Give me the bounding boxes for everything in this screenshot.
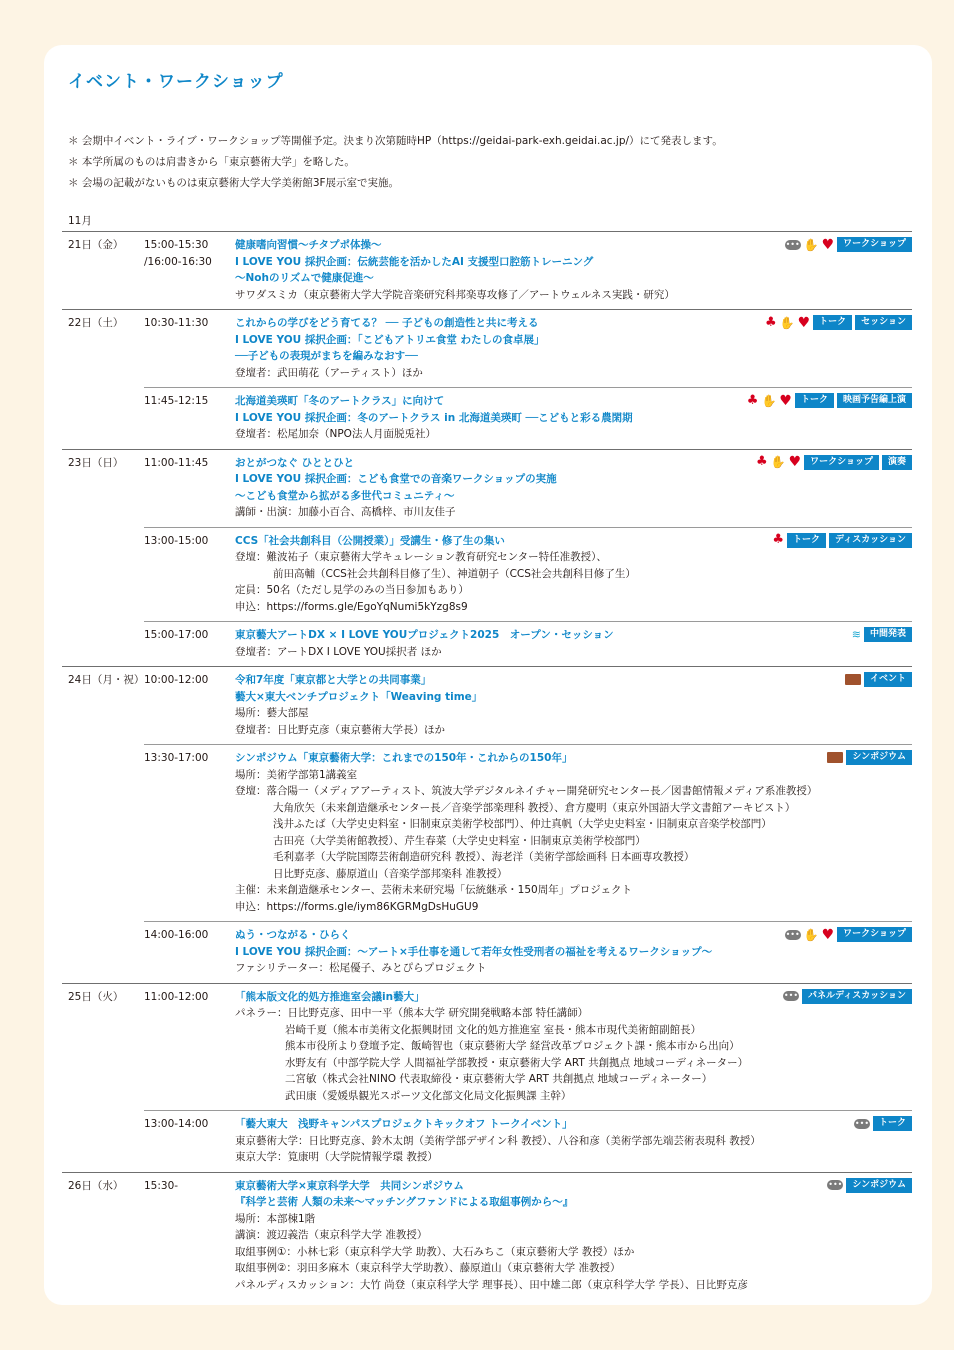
category-tag: トーク xyxy=(813,315,852,330)
event-time xyxy=(144,455,235,521)
people-icon: ♣ xyxy=(746,392,759,408)
event-slot xyxy=(144,450,912,527)
chat-icon: ••• xyxy=(785,929,800,939)
event-tags xyxy=(827,1178,912,1193)
category-tag: トーク xyxy=(873,1116,912,1131)
event-tags xyxy=(772,533,912,548)
folder-icon xyxy=(827,752,843,763)
event-title-line: 東京藝術大学×東京科学大学 共同シンポジウム xyxy=(235,1179,464,1192)
event-detail-line: 登壇：落合陽一（メディアアーティスト、筑波大学デジタルネイチャー開発研究センター長／図書館情報メディア系准教授） xyxy=(235,785,818,797)
category-tag: 中間発表 xyxy=(864,627,912,642)
event-title-line: 東京藝大アートDX × I LOVE YOUプロジェクト2025 オープン・セッション xyxy=(235,629,614,641)
event-title-line: ぬう・つながる・ひらく xyxy=(235,929,351,941)
event-content xyxy=(235,672,912,738)
event-detail-line: 前田高輔（CCS社会共創科目修了生）、神道朝子（CCS社会共創科目修了生） xyxy=(273,567,636,580)
event-detail-line: 定員：50名（ただし見学のみの当日参加もあり） xyxy=(235,584,469,596)
hand-icon: ✋ xyxy=(761,393,777,408)
day-row xyxy=(62,449,912,667)
event-content xyxy=(235,927,912,977)
event-title-line: I LOVE YOU 採択企画：〜アート×手仕事を通して若年女性受刑者の福祉を考えるワークショップ〜 xyxy=(235,945,713,958)
people-icon: ♣ xyxy=(764,314,777,330)
event-detail-line: 場所：本部棟1階 xyxy=(235,1212,316,1225)
hand-icon: ✋ xyxy=(770,455,786,469)
event-content xyxy=(235,315,912,381)
category-tag: 映画予告編上演 xyxy=(837,393,912,408)
day-row xyxy=(62,1172,912,1300)
event-slot xyxy=(144,1110,912,1172)
event-tags xyxy=(785,237,912,252)
day-row xyxy=(62,231,912,309)
event-title-line: おとがつなぐ ひととひと xyxy=(235,456,355,469)
chat-icon: ••• xyxy=(783,991,799,1000)
month-label: 11月 xyxy=(68,215,92,227)
day-slots xyxy=(144,1173,912,1300)
event-time xyxy=(144,315,235,381)
event-detail-line: 毛利嘉孝（大学院国際芸術創造研究科 教授）、海老洋（美術学部絵画科 日本画専攻教授） xyxy=(273,851,695,863)
event-detail-line: 登壇者：松尾加奈（NPO法人月面脱兎社） xyxy=(235,428,436,440)
chat-icon: ••• xyxy=(785,239,800,249)
event-title-line: I LOVE YOU 採択企画：伝統芸能を活かしたAI 支援型口腔筋トレーニング xyxy=(235,255,594,268)
time-line: 10:00-12:00 xyxy=(144,674,209,686)
day-row xyxy=(62,309,912,449)
event-slot xyxy=(144,921,912,983)
note-3: ＊ 会場の記載がないものは東京藝術大学大学美術館3F展示室で実施。 xyxy=(68,177,400,189)
category-tag: ワークショップ xyxy=(837,237,912,252)
category-tag: ワークショップ xyxy=(804,455,879,470)
event-detail-line: ファシリテーター：松尾優子、みとぴらプロジェクト xyxy=(235,962,487,974)
event-detail-line: 日比野克彦、藤原道山（音楽学部邦楽科 准教授） xyxy=(273,867,508,880)
hand-icon: ✋ xyxy=(803,927,819,942)
day-slots xyxy=(144,310,912,449)
category-tag: パネルディスカッション xyxy=(802,989,912,1004)
event-title-line: ──子どもの表現がまちを編みなおす── xyxy=(235,350,418,362)
event-tags xyxy=(765,315,912,330)
event-tags xyxy=(747,393,912,408)
waves-icon: ≋ xyxy=(851,627,861,641)
time-line: 13:00-14:00 xyxy=(144,1118,209,1130)
event-detail-line: 二宮敏（株式会社NINO 代表取締役・東京藝術大学 ART 共創拠点 地域コーディネーター） xyxy=(285,1073,713,1085)
event-detail-line: 講演：渡辺義浩（東京科学大学 准教授） xyxy=(235,1229,428,1241)
event-title-line: I LOVE YOU 採択企画：冬のアートクラス in 北海道美瑛町 ──こどもと彩る農閑期 xyxy=(235,411,633,424)
category-tag: イベント xyxy=(864,672,912,687)
event-content xyxy=(235,237,912,303)
heart-icon: ♥ xyxy=(779,392,792,409)
event-detail-line: 岩崎千夏（熊本市美術文化振興財団 文化的処方推進室 室長・熊本市現代美術館副館長） xyxy=(285,1023,702,1036)
event-content xyxy=(235,455,912,521)
event-content xyxy=(235,750,912,915)
heart-icon: ♥ xyxy=(797,314,811,331)
notes xyxy=(68,131,723,194)
event-detail-line: 古田亮（大学美術館教授）、芹生春菜（大学史史料室・旧制東京美術学校部門） xyxy=(273,834,646,847)
event-slot xyxy=(144,984,912,1111)
event-slot xyxy=(144,667,912,744)
event-detail-line: 登壇者：日比野克彦（東京藝術大学長）ほか xyxy=(235,723,445,736)
event-tags xyxy=(785,927,912,942)
event-time xyxy=(144,533,235,616)
event-tags xyxy=(756,455,912,470)
event-title-line: 藝大×東大ベンチプロジェクト「Weaving time」 xyxy=(235,690,483,703)
event-time xyxy=(144,393,235,443)
event-title-line: I LOVE YOU 採択企画：こども食堂での音楽ワークショップの実施 xyxy=(235,473,557,485)
event-detail-line: 場所：藝大部屋 xyxy=(235,707,309,719)
event-detail-line: 熊本市役所より登壇予定、飯崎智也（東京藝術大学 経営改革プロジェクト課・熊本市から出向） xyxy=(285,1040,740,1052)
category-tag: トーク xyxy=(787,533,826,548)
event-title-line: シンポジウム「東京藝術大学：これまでの150年・これからの150年」 xyxy=(235,752,573,764)
category-tag: 演奏 xyxy=(882,455,912,470)
category-tag: ディスカッション xyxy=(829,533,912,548)
event-slot xyxy=(144,1173,912,1300)
time-line: 13:30-17:00 xyxy=(144,752,209,764)
event-slot xyxy=(144,232,912,309)
event-detail-line[interactable]: 申込：https://forms.gle/iym86KGRMgDsHuGU9 xyxy=(235,900,479,913)
event-detail-line: 場所：美術学部第1講義室 xyxy=(235,768,358,781)
event-slot xyxy=(144,527,912,622)
event-slot xyxy=(144,310,912,387)
schedule-table xyxy=(62,231,912,1299)
event-detail-line: 東京大学：筧康明（大学院情報学環 教授） xyxy=(235,1151,438,1163)
event-detail-line: パネラー：日比野克彦、田中一平（熊本大学 研究開発戦略本部 特任講師） xyxy=(235,1007,589,1019)
event-title-line: CCS「社会共創科目（公開授業）」受講生・修了生の集い xyxy=(235,534,505,547)
event-content xyxy=(235,393,912,443)
event-detail-line: 取組事例②：羽田多麻木（東京科学大学助教）、藤原道山（東京藝術大学 准教授） xyxy=(235,1262,621,1274)
category-tag: セッション xyxy=(855,315,912,330)
event-time xyxy=(144,750,235,915)
time-line: 14:00-16:00 xyxy=(144,929,209,941)
event-tags xyxy=(827,750,912,765)
event-title-line: 北海道美瑛町「冬のアートクラス」に向けて xyxy=(235,395,445,407)
day-label: 23日（日） xyxy=(68,456,124,469)
day-slots xyxy=(144,450,912,667)
folder-icon xyxy=(845,674,861,685)
day-label: 22日（土） xyxy=(68,317,124,329)
event-slot xyxy=(144,621,912,666)
event-detail-line: 東京藝術大学：日比野克彦、鈴木太朗（美術学部デザイン科 教授）、八谷和彦（美術学部先端芸術表現科 教授） xyxy=(235,1134,761,1147)
event-time xyxy=(144,237,235,303)
event-title-line: 『科学と芸術 人類の未来〜マッチングファンドによる取組事例から〜』 xyxy=(235,1196,574,1208)
event-title-line: 健康嗜向習慣〜チタプポ体操〜 xyxy=(235,239,382,251)
event-tags xyxy=(852,627,912,642)
time-line: 15:30- xyxy=(144,1179,179,1192)
content-card xyxy=(44,45,932,1305)
heart-icon: ♥ xyxy=(821,236,835,253)
event-detail-line: 取組事例①：小林七彩（東京科学大学 助教）、大石みちこ（東京藝術大学 教授）ほか xyxy=(235,1245,635,1258)
event-content xyxy=(235,1116,912,1166)
heart-icon: ♥ xyxy=(821,926,835,943)
note-2: ＊ 本学所属のものは肩書きから「東京藝術大学」を略した。 xyxy=(68,156,355,168)
event-detail-line: 浅井ふたば（大学史史料室・旧制東京美術学校部門）、仲辻真帆（大学史史料室・旧制東京音楽学校部門） xyxy=(273,818,772,830)
event-title-line: 〜こども食堂から拡がる多世代コミュニティ〜 xyxy=(235,489,455,502)
people-icon: ♣ xyxy=(755,454,768,469)
day-label: 25日（火） xyxy=(68,990,124,1003)
event-detail-line: サワダスミカ（東京藝術大学大学院音楽研究科邦楽専攻修了／アートウェルネス実践・研究） xyxy=(235,288,675,301)
event-detail-line: 登壇：難波祐子（東京藝術大学キュレーション教育研究センター特任准教授）、 xyxy=(235,551,607,563)
event-tags xyxy=(845,672,912,687)
category-tag: シンポジウム xyxy=(846,750,912,765)
event-detail-line[interactable]: 申込：https://forms.gle/EgoYqNumi5kYzg8s9 xyxy=(235,600,468,613)
heart-icon: ♥ xyxy=(788,454,802,470)
event-content xyxy=(235,1178,912,1294)
day-label: 21日（金） xyxy=(68,239,124,251)
time-line: 15:00-17:00 xyxy=(144,629,209,641)
day-label: 26日（水） xyxy=(68,1179,124,1192)
category-tag: ワークショップ xyxy=(837,927,912,942)
event-time xyxy=(144,627,235,660)
chat-icon: ••• xyxy=(828,1180,843,1189)
event-time xyxy=(144,672,235,738)
page-title: イベント・ワークショップ xyxy=(68,72,284,92)
time-line: 11:45-12:15 xyxy=(144,395,209,407)
time-line: 13:00-15:00 xyxy=(144,534,209,547)
hand-icon: ✋ xyxy=(803,237,819,252)
event-title-line: 〜Nohのリズムで健康促進〜 xyxy=(235,272,374,284)
category-tag: トーク xyxy=(795,393,834,408)
event-content xyxy=(235,533,912,616)
event-title-line: 「藝大東大 浅野キャンパスプロジェクトキックオフ トークイベント」 xyxy=(235,1118,573,1130)
day-row xyxy=(62,666,912,983)
event-slot xyxy=(144,387,912,449)
day-slots xyxy=(144,667,912,983)
event-time xyxy=(144,927,235,977)
event-content xyxy=(235,989,912,1105)
event-detail-line: 武田康（愛媛県観光スポーツ文化部文化局文化振興課 主幹） xyxy=(285,1089,572,1102)
time-line: 11:00-11:45 xyxy=(144,456,209,469)
event-title-line: これからの学びをどう育てる？ ── 子どもの創造性と共に考える xyxy=(235,317,539,329)
day-slots xyxy=(144,984,912,1172)
event-detail-line: 大角欣矢（未来創造継承センター長／音楽学部楽理科 教授）、倉方慶明（東京外国語大学文書館アーキビスト） xyxy=(273,801,796,814)
event-detail-line: パネルディスカッション：大竹 尚登（東京科学大学 理事長）、田中雄二郎（東京科学大学 学長）、日比野克彦 xyxy=(235,1278,748,1291)
event-detail-line: 水野友有（中部学院大学 人間福祉学部教授・東京藝術大学 ART 共創拠点 地域コーディネーター） xyxy=(285,1056,749,1069)
event-title-line: I LOVE YOU 採択企画：「こどもアトリエ食堂 わたしの食卓展」 xyxy=(235,333,545,346)
event-detail-line: 主催：未来創造継承センター、芸術未来研究場「伝統継承・150周年」プロジェクト xyxy=(235,884,632,896)
time-line: 15:00-15:30 xyxy=(144,239,209,251)
event-time xyxy=(144,989,235,1105)
event-detail-line: 講師・出演：加藤小百合、高橋梓、市川友佳子 xyxy=(235,506,456,518)
event-tags xyxy=(854,1116,912,1131)
event-title-line: 令和7年度「東京都と大学との共同事業」 xyxy=(235,674,432,686)
day-row xyxy=(62,983,912,1172)
hand-icon: ✋ xyxy=(779,315,795,330)
event-detail-line: 登壇者：武田萌花（アーティスト）ほか xyxy=(235,366,423,379)
people-icon: ♣ xyxy=(772,532,784,547)
time-line: 11:00-12:00 xyxy=(144,990,209,1003)
day-slots xyxy=(144,232,912,309)
day-label: 24日（月・祝） xyxy=(68,674,145,686)
event-tags xyxy=(783,989,912,1004)
chat-icon: ••• xyxy=(854,1118,870,1128)
category-tag: シンポジウム xyxy=(846,1178,912,1193)
time-line: 10:30-11:30 xyxy=(144,317,209,329)
event-time xyxy=(144,1116,235,1166)
event-slot xyxy=(144,744,912,921)
event-content xyxy=(235,627,912,660)
note-1: ＊ 会期中イベント・ライブ・ワークショップ等開催予定。決まり次第随時HP（https://geidai-park-exh.geidai.ac.jp/）にて発表します。 xyxy=(68,135,723,147)
event-time xyxy=(144,1178,235,1294)
time-line: /16:00-16:30 xyxy=(144,255,212,268)
event-detail-line: 登壇者：アートDX I LOVE YOU採択者 ほか xyxy=(235,645,442,658)
event-title-line: 「熊本版文化的処方推進室会議in藝大」 xyxy=(235,990,425,1003)
